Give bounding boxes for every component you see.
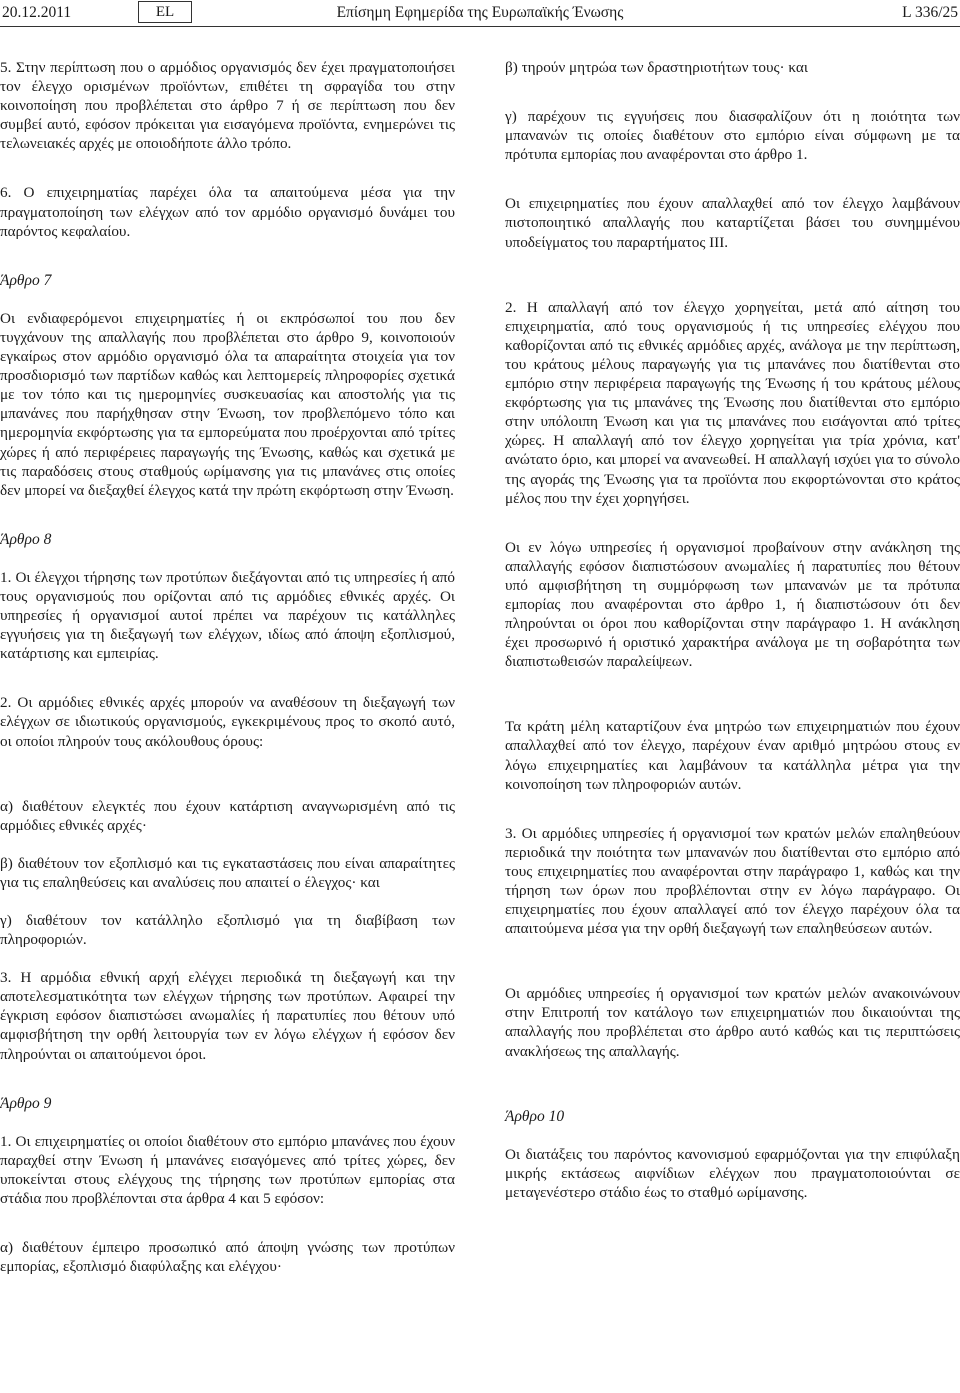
paragraph-5: 5. Στην περίπτωση που ο αρμόδιος οργανισμός δεν έχει πραγματοποιήσει τον έλεγχο ορισμένων προϊόντων, επιθέτει τη σφραγίδα του στην κοινοποίηση που προβλέπεται στο άρθρο 7 ή σε περίπτωση που δεν συμβεί αυτό, εφόσον πρόκειται για εισαγόμενα προϊόντα, ενημερώνει τις τελωνειακές αρχές με οποιοδήποτε άλλο τρόπο.: [0, 59, 455, 153]
article-7-title: Άρθρο 7: [0, 271, 52, 289]
paragraph-6: 6. Ο επιχειρηματίας παρέχει όλα τα απαιτούμενα μέσα για την πραγματοποίηση των ελέγχων από τον αρμόδιο οργανισμό δυνάμει του παρόντος κεφαλαίου.: [0, 184, 455, 240]
article-9-title: Άρθρο 9: [0, 1094, 52, 1112]
header-rule: [0, 26, 960, 27]
article-9-paragraph-2: 2. Η απαλλαγή από τον έλεγχο χορηγείται, μετά από αίτηση του επιχειρηματία, από τους οργανισμούς ή τις υπηρεσίες ελέγχου που καθορίζονται από τις εθνικές αρμόδιες αρχές, ανάλογα με την περίπτωση, του κράτους μέλους παραγωγής για τις μπανάνες που διατίθενται στο εμπόριο στην περιφέρεια παραγωγής της Ένωσης ή του κράτους μέλους εκφόρτωσης για τις μπανάνες της Ένωσης που διατίθενται στο εμπόριο στην υπόλοιπη Ένωση και για τις μπανάνες που εισάγονται από τρίτες χώρες. Η απαλλαγή από τον έλεγχο χορηγείται για τρία χρόνια, κατ' ανώτατο όριο, και μπορεί να ανανεωθεί. Η απαλλαγή ισχύει για το σύνολο της αγοράς της Ένωσης για τα προϊόντα που εκφορτώνονται στο κράτος μέλος που την έχει χορηγήσει.: [505, 298, 960, 507]
article-9-paragraph-1: 1. Οι επιχειρηματίες οι οποίοι διαθέτουν στο εμπόριο μπανάνες που έχουν παραχθεί στην Ένωση ή μπανάνες εισαγόμενες από τρίτες χώρες, δεν υποκείνται στους ελέγχους της τήρησης των προτύπων εμπορίας στα στάδια που προβλέπονται στα άρθρα 4 και 5 εφόσον:: [0, 1132, 455, 1208]
language-badge: EL: [138, 1, 192, 23]
left-column: [0, 58, 455, 1276]
article-7-text: Οι ενδιαφερόμενοι επιχειρηματίες ή οι εκπρόσωποί του που δεν τυγχάνουν της απαλλαγής που προβλέπεται στο άρθρο 9, κοινοποιούν εγκαίρως στον αρμόδιο οργανισμό όλα τα απαραίτητα στοιχεία για τον προσδιορισμό των παρτίδων καθώς και λεπτομερείς πληροφορίες σχετικά με τον τόπο και τις ημερομηνίες συσκευασίας και αποστολής για τις μπανάνες που παρήχθησαν στην Ένωση, τον προβλεπόμενο τόπο και ημερομηνία εκφόρτωσης για τα εμπορεύματα που προέρχονται από τρίτες χώρες ή από περιφέρειες παραγωγής της Ένωσης, καθώς και σχετικά με τις παραδόσεις στους σταθμούς ωρίμανσης για τις μπανάνες στις οποίες δεν μπορεί να διεξαχθεί έλεγχος κατά την πρώτη εκφόρτωση στην Ένωση.: [0, 309, 455, 499]
condition-b: β) διαθέτουν τον εξοπλισμό και τις εγκαταστάσεις που είναι απαραίτητες για τις επαληθεύσεις και αναλύσεις που απαιτεί ο έλεγχος· και: [0, 854, 455, 891]
journal-header: [0, 0, 960, 28]
register-text: Τα κράτη μέλη καταρτίζουν ένα μητρώο των επιχειρηματιών που έχουν απαλλαχθεί από τον έλεγχο, παρέχουν έναν αριθμό μητρώου στους εν λόγω επιχειρηματίες και λαμβάνουν τα κατάλληλα μέτρα για την κοινοποίηση των πληροφοριών αυτών.: [505, 718, 960, 793]
article-10-text: Οι διατάξεις του παρόντος κανονισμού εφαρμόζονται για την επιφύλαξη μικρής εκτάσεως αιφνίδιων ελέγχων που πραγματοποιούνται σε μεταγενέστερο στάδιο έως το σταθμό ωρίμανσης.: [505, 1145, 960, 1201]
article-8-paragraph-2: 2. Οι αρμόδιες εθνικές αρχές μπορούν να αναθέσουν τη διεξαγωγή των ελέγχων σε ιδιωτικούς οργανισμούς, εγκεκριμένους προς το σκοπό αυτό, οι οποίοι πληρούν τους ακόλουθους όρους:: [0, 694, 455, 750]
right-column: [505, 58, 960, 1202]
article-8-title: Άρθρο 8: [0, 530, 52, 548]
publication-date: 20.12.2011: [2, 4, 72, 21]
article-9-paragraph-3: 3. Οι αρμόδιες υπηρεσίες ή οργανισμοί των κρατών μελών επαληθεύουν περιοδικά την ποιότητα των μπανανών που διατίθενται στο εμπόριο από τους επιχειρηματίες που αναφέρονται στην παράγραφο 1, καθώς και την τήρηση των όρων που προβλέπονται στην εν λόγω παράγραφο. Οι επιχειρηματίες που έχουν απαλλαγεί από τον έλεγχο παρέχουν όλα τα απαιτούμενα μέσα για την ορθή διεξαγωγή των επαληθεύσεων αυτών.: [505, 824, 960, 938]
article-8-paragraph-3: 3. Η αρμόδια εθνική αρχή ελέγχει περιοδικά τη διεξαγωγή και την αποτελεσματικότητα των ελέγχων τήρησης των προτύπων. Αφαιρεί την έγκριση εφόσον διαπιστώσει ανωμαλίες ή παρατυπίες που θέτουν υπό αμφισβήτηση την ορθή λειτουργία των εν λόγω ελέγχων ή εφόσον δεν πληρούνται οι απαιτούμενοι όροι.: [0, 969, 455, 1063]
article-9-condition-a: α) διαθέτουν έμπειρο προσωπικό από άποψη γνώσης των προτύπων εμπορίας, εξοπλισμό διαφύλαξης και ελέγχου·: [0, 1239, 455, 1276]
article-9-condition-c: γ) παρέχουν τις εγγυήσεις που διασφαλίζουν ότι η ποιότητα των μπανανών τις οποίες διαθέτουν στο εμπόριο είναι σύμφωνη με τα πρότυπα εμπορίας που αναφέρονται στο άρθρο 1.: [505, 108, 960, 164]
journal-title: Επίσημη Εφημερίδα της Ευρωπαϊκής Ένωσης: [336, 4, 624, 21]
revocation-text: Οι εν λόγω υπηρεσίες ή οργανισμοί προβαίνουν στην ανάκληση της απαλλαγής εφόσον διαπιστώσουν ανωμαλίες ή παρατυπίες που θέτουν υπό αμφισβήτηση τη συμμόρφωση των μπανανών με τα πρότυπα εμπορίας που αναφέρονται στο άρθρο 1, ή διαπιστώσουν ότι δεν πληρούνται οι όροι που καθορίζονται στην παράγραφο 1. Η ανάκληση έχει προσωρινό ή οριστικό χαρακτήρα ανάλογα με τη σοβαρότητα των διαπιστωθεισών παραλείψεων.: [505, 538, 960, 671]
condition-c: γ) διαθέτουν τον κατάλληλο εξοπλισμό για τη διαβίβαση των πληροφοριών.: [0, 912, 455, 949]
article-8-paragraph-1: 1. Οι έλεγχοι τήρησης των προτύπων διεξάγονται από τις υπηρεσίες ή από τους οργανισμούς που ορίζονται από τις αρμόδιες εθνικές αρχές. Οι υπηρεσίες ή οργανισμοί αυτοί πρέπει να παρέχουν τις κατάλληλες εγγυήσεις για τη διεξαγωγή των ελέγχων, ιδίως από άποψη εξοπλισμού, κατάρτισης και εμπειρίας.: [0, 568, 455, 663]
commission-notice-text: Οι αρμόδιες υπηρεσίες ή οργανισμοί των κρατών μελών ανακοινώνουν στην Επιτροπή τον κατάλογο των επιχειρηματιών που δικαιούνται της απαλλαγής που προβλέπεται στο άρθρο αυτό καθώς και τις περιπτώσεις ανακλήσεως της απαλλαγής.: [505, 985, 960, 1060]
article-9-condition-b: β) τηρούν μητρώα των δραστηριοτήτων τους· και: [505, 59, 808, 76]
page-reference: L 336/25: [902, 4, 958, 21]
article-10-title: Άρθρο 10: [505, 1107, 565, 1125]
exemption-certificate-text: Οι επιχειρηματίες που έχουν απαλλαχθεί από τον έλεγχο λαμβάνουν πιστοποιητικό απαλλαγής που καταρτίζεται βάσει του συνημμένου υποδείγματος του παραρτήματος III.: [505, 195, 960, 251]
condition-a: α) διαθέτουν ελεγκτές που έχουν κατάρτιση αναγνωρισμένη από τις αρμόδιες εθνικές αρχές·: [0, 797, 455, 834]
